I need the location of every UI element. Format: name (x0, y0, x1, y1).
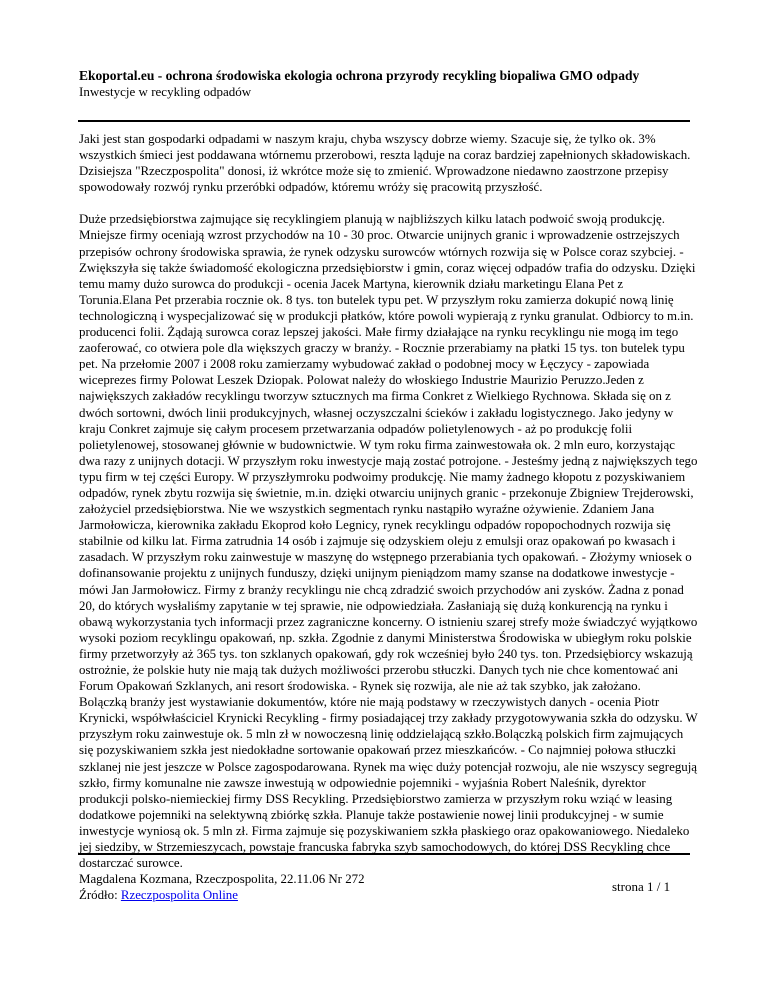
text-line: produkcji polsko-niemieckiej firmy DSS Recykling. Przedsiębiorstwo zamierza w przyszłym roku wziąć w leasing (79, 791, 673, 806)
text-line: Torunia.Elana Pet przerabia rocznie ok. 8 tys. ton butelek typu pet. W przyszłym roku zamierza dokupić nową linię (79, 292, 674, 307)
text-line: szklanej nie jest jeszcze w Polsce zagospodarowana. Rynek ma więc duży potencjał rozwoju, ale nie wszyscy segregują (79, 759, 698, 774)
text-line: Mniejsze firmy oceniają wzrost przychodów na 10 - 30 proc. Otwarcie unijnych granic i wprowadzenie ostrzejszych (79, 228, 680, 243)
source-label: Źródło: (79, 888, 121, 903)
text-line: się pozyskiwaniem szkła jest niedokładne sortowanie opakowań przez mieszkańców. - Co najmniej połowa stłuczki (79, 743, 676, 758)
text-line: Jaki jest stan gospodarki odpadami w naszym kraju, chyba wszyscy dobrze wiemy. Szacuje się, że tylko ok. 3% (79, 132, 656, 146)
text-line: firmy przetworzyły aż 365 tys. ton szklanych opakowań, gdy rok wcześniej było 240 tys. ton. Przedsiębiorcy wskazują (79, 646, 693, 661)
text-line: spowodowały rozwój rynku przeróbki odpadów, któremu wróży się pracowitą przyszłość. (79, 180, 543, 195)
bottom-divider (78, 853, 690, 855)
site-title: Ekoportal.eu - ochrona środowiska ekologia ochrona przyrody recykling biopaliwa GMO odpady (79, 68, 640, 83)
text-line: największych zakładów recyklingu tworzyw sztucznych ma firma Conkret z Wielkiego Rychnowa. Składa się on z (79, 389, 671, 404)
text-line: stabilnie od kilku lat. Firma zatrudnia 14 osób i zajmuje się odzyskiem oleju z emulsji oraz opakowań po kwasach i (79, 534, 676, 549)
text-line: 20, do których wysłaliśmy zapytanie w tej sprawie, nie odpowiedziała. Zasłaniają się dużą konkurencją na rynku i (79, 598, 668, 613)
text-line: polietylenowej, stosowanej głównie w budownictwie. W tym roku firma zainwestowała ok. 2 mln euro, korzystając (79, 437, 675, 452)
text-line: kraju Conkret zajmuje się całym procesem przetwarzania odpadów polietylenowych - aż po produkcję folii (79, 421, 633, 436)
text-line: wysoki poziom recyklingu opakowań, np. szkła. Zgodnie z danymi Ministerstwa Środowiska w ubiegłym roku polskie (79, 630, 692, 645)
text-line: dwa razy z unijnych dotacji. W przyszłym roku inwestycje mają zostać potrojone. - Jesteśmy jedną z największych tego (79, 453, 698, 468)
text-line: producenci folii. Żądają surowca coraz lepszej jakości. Małe firmy działające na rynku recyklingu nie mogą im tego (79, 325, 679, 340)
text-line: obawą wykorzystania tych informacji przez zagraniczne koncerny. O istnieniu szarej strefy może świadczyć wyjątkowo (79, 614, 698, 629)
text-line: wiceprezes firmy Polowat Leszek Dziopak. Polowat należy do włoskiego Industrie Maurizio Peruzzo.Jeden z (79, 373, 644, 388)
byline: Magdalena Kozmana, Rzeczpospolita, 22.11.06 Nr 272 (79, 872, 365, 887)
source-line (79, 887, 691, 903)
text-line: dodatkowe pojemniki na selektywną zbiórkę szkła. Planuje także postawienie nowej linii produkcyjnej - w sumie (79, 807, 664, 822)
text-line: inwestycje wyniosą ok. 5 mln zł. Firma zajmuje się pozyskiwaniem szkła płaskiego oraz opakowaniowego. Niedaleko (79, 823, 690, 838)
text-line: pet. Na przełomie 2007 i 2008 roku zamierzamy wybudować zakład o podobnej mocy w Łęczycy - zapowiada (79, 357, 650, 372)
text-line: Duże przedsiębiorstwa zajmujące się recyklingiem planują w najbliższych kilku latach podwoić swoją produkcję. (79, 212, 665, 227)
text-line: Zwiększyła się także świadomość ekologiczna przedsiębiorstw i gmin, coraz więcej odpadów trafia do odzysku. Dzięki (79, 260, 696, 275)
article-footer-block (79, 871, 691, 903)
text-line: ostrożnie, że polskie huty nie mają tak dużych możliwości przerobu stłuczki. Danych tych nie chce komentować ani (79, 663, 679, 677)
text-line: technologiczną i wyspecjalizować się w produkcji płatków, które powoli wypierają z rynku granulat. Odbiorcy to m.in. (79, 308, 694, 323)
text-line: dofinansowanie projektu z unijnych funduszy, dzięki unijnym pieniądzom mamy szanse na dodatkowe inwestycje - (79, 566, 675, 581)
text-line: wszystkich śmieci jest poddawana wtórnemu przerobowi, reszta ląduje na coraz bardziej zapełnionych składowiskach. (79, 148, 691, 163)
text-line: przyszłym roku zainwestuje ok. 5 mln zł w nowoczesną linię oddzielającą szkło.Bolączką polskich firm zajmujących (79, 727, 684, 742)
text-line: dostarczać surowce. (79, 856, 183, 871)
text-line: szkło, firmy komunalne nie zawsze inwestują w odpowiednie pojemniki - wyjaśnia Robert Naleśnik, dyrektor (79, 775, 646, 790)
text-line: zasadach. W przyszłym roku zainwestuje w maszynę do wstępnego przerabiania tych opakowań. - Złożymy wniosek o (79, 550, 692, 565)
article-subtitle: Inwestycje w recykling odpadów (79, 84, 252, 99)
article-body (79, 131, 698, 903)
text-line: dwóch sortowni, dwóch linii produkcyjnych, własnej oczyszczalni ścieków i zakładu logistycznego. Jako jedyny w (79, 405, 674, 420)
source-link[interactable]: Rzeczpospolita Online (120, 888, 238, 903)
text-line: Jarmołowicza, kierownika zakładu Ekoprod koło Legnicy, rynek recyklingu odpadów ropopochodnych rozwija się (79, 518, 671, 533)
article-paragraph (79, 211, 698, 871)
text-line: założyciel przedsiębiorstwa. Nie we wszystkich segmentach rynku nastąpiło wyraźne ożywienie. Zdaniem Jana (79, 502, 655, 517)
text-line: zaoferować, co otwiera pole dla większych graczy w branży. - Rocznie przerabiamy na płatki 15 tys. ton butelek typu (79, 341, 685, 356)
top-divider (78, 120, 690, 122)
text-line: Bolączką branży jest wystawianie dokumentów, które nie mają podstawy w rzeczywistych danych - ocenia Piotr (79, 695, 660, 710)
text-line: odpadów, rynek zbytu rozwija się świetnie, m.in. dzięki otwarciu unijnych granic - przekonuje Zbigniew Trejderowski, (79, 485, 694, 500)
article-paragraph (79, 131, 691, 195)
text-line: temu mamy dużo surowca do produkcji - ocenia Jacek Martyna, kierownik działu marketingu Elana Pet z (79, 276, 624, 291)
text-line: jej siedziby, w Strzemieszycach, powstaje francuska fabryka szyb samochodowych, do której DSS Recykling chce (79, 840, 671, 855)
text-line: mówi Jan Jarmołowicz. Firmy z branży recyklingu nie chcą zdradzić swoich przychodów ani zysków. Żadna z ponad (79, 582, 684, 597)
text-line: Krynicki, współwłaściciel Krynicki Recykling - firmy posiadającej trzy zakłady przygotowywania szkła do odzysku. W (79, 711, 698, 726)
text-line: Forum Opakowań Szklanych, ani resort środowiska. - Rynek się rozwija, ale nie aż tak szybko, jak założano. (79, 679, 641, 694)
page-number: strona 1 / 1 (612, 879, 671, 894)
text-line: Dzisiejsza "Rzeczpospolita" donosi, iż wkrótce może się to zmienić. Wprowadzone niedawno zaostrzone przepisy (79, 164, 669, 179)
text-line: typu firm w tej części Europy. W przyszłymroku podwoimy produkcję. Nie mamy żadnego kłopotu z pozyskiwaniem (79, 469, 686, 484)
text-line: przepisów ochrony środowiska sprawia, że rynek odzysku surowców wtórnych rozwija się w Polsce coraz szybciej. - (79, 244, 684, 259)
